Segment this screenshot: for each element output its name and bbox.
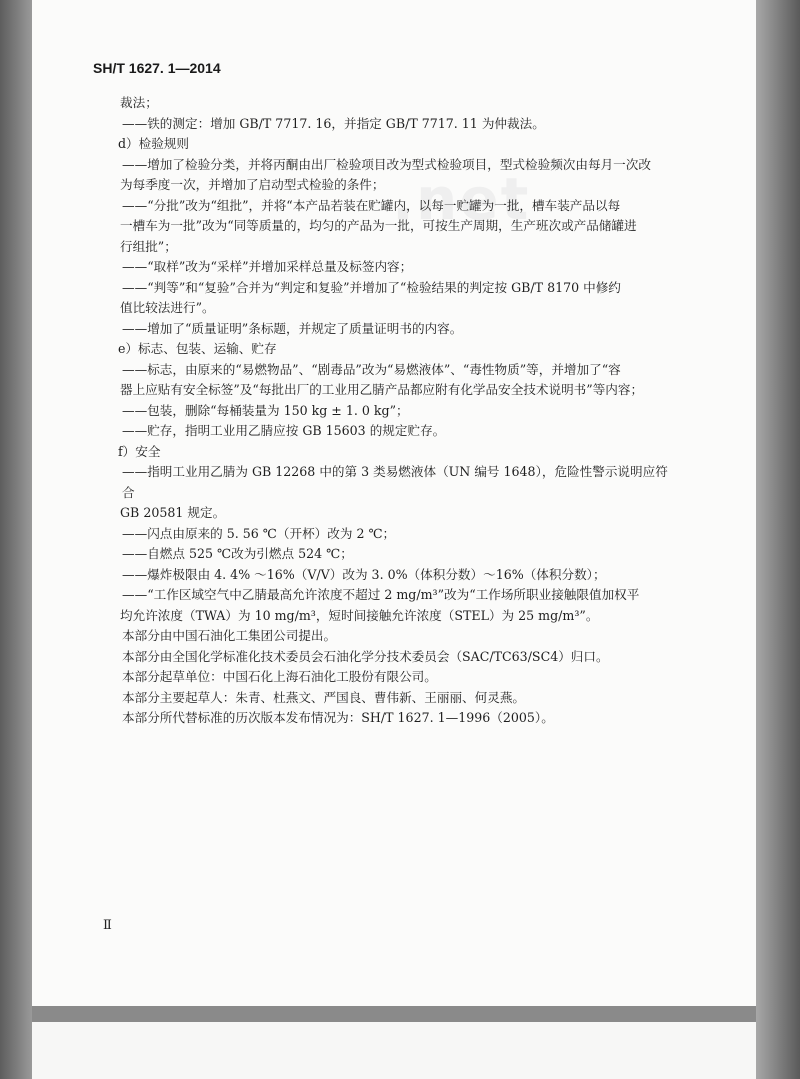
text-line: 值比较法进行”。 xyxy=(120,300,215,315)
text-line: e）标志、包装、运输、贮存 xyxy=(118,341,277,356)
text-line: ——增加了“质量证明”条标题，并规定了质量证明书的内容。 xyxy=(122,320,463,336)
text-line: 均允许浓度（TWA）为 10 mg/m³，短时间接触允许浓度（STEL）为 25 mg/m³”。 xyxy=(120,607,599,623)
text-line: 本部分由中国石油化工集团公司提出。 xyxy=(122,628,337,643)
text-line: ——标志，由原来的“易燃物品”、“剧毒品”改为“易燃液体”、“毒性物质”等，并增加了“容 xyxy=(122,361,621,377)
text-line: ——增加了检验分类，并将丙酮由出厂检验项目改为型式检验项目，型式检验频次由每月一次改 xyxy=(122,156,651,172)
text-line: ——闪点由原来的 5. 56 ℃（开杯）改为 2 ℃； xyxy=(122,525,396,541)
text-line: 本部分由全国化学标准化技术委员会石油化学分技术委员会（SAC/TC63/SC4）归口。 xyxy=(122,648,609,664)
text-line: 本部分起草单位：中国石化上海石油化工股份有限公司。 xyxy=(122,669,437,684)
scan-shadow-left xyxy=(0,0,32,1079)
text-line: ——“分批”改为“组批”，并将“本产品若装在贮罐内，以每一贮罐为一批，槽车装产品以每 xyxy=(122,197,621,213)
text-line: ——“取样”改为“采样”并增加采样总量及标签内容； xyxy=(122,259,413,274)
text-line: 器上应贴有安全标签”及“每批出厂的工业用乙腈产品都应附有化学品安全技术说明书”等内容； xyxy=(120,382,644,397)
text-line: GB 20581 规定。 xyxy=(120,505,226,520)
text-line: ——“工作区域空气中乙腈最高允许浓度不超过 2 mg/m³”改为“工作场所职业接触限值加权平 xyxy=(122,587,640,602)
text-line: d）检验规则 xyxy=(118,136,190,151)
text-line: ——贮存，指明工业用乙腈应按 GB 15603 的规定贮存。 xyxy=(122,423,446,438)
body-text xyxy=(118,93,680,729)
text-line: ——爆炸极限由 4. 4% ～16%（V/V）改为 3. 0%（体积分数）～16%（体积分数）； xyxy=(122,566,606,582)
text-line: ——自燃点 525 ℃改为引燃点 524 ℃； xyxy=(122,546,353,561)
page-number: Ⅱ xyxy=(103,918,112,933)
text-line: f）安全 xyxy=(118,443,161,459)
standard-number-header: SH/T 1627. 1—2014 xyxy=(93,60,221,76)
text-line: 一槽车为一批”改为“同等质量的，均匀的产品为一批，可按生产周期，生产班次或产品储罐进 xyxy=(120,218,637,233)
scan-shadow-right xyxy=(756,0,800,1079)
next-page-edge xyxy=(32,1022,756,1079)
watermark: .net xyxy=(392,165,531,233)
text-line: ——包装，删除“每桶装量为 150 kg ± 1. 0 kg”； xyxy=(122,402,409,418)
text-line: ——指明工业用乙腈为 GB 12268 中的第 3 类易燃液体（UN 编号 1648），危险性警示说明应符合 xyxy=(122,464,668,500)
text-line: 裁法； xyxy=(120,95,158,110)
text-line: 为每季度一次，并增加了启动型式检验的条件； xyxy=(120,177,385,192)
text-line: ——铁的测定：增加 GB/T 7717. 16，并指定 GB/T 7717. 11 为仲裁法。 xyxy=(122,115,545,131)
text-line: 行组批”； xyxy=(120,238,177,254)
text-line: ——“判等”和“复验”合并为“判定和复验”并增加了“检验结果的判定按 GB/T 8170 中修约 xyxy=(122,279,621,295)
text-line: 本部分主要起草人：朱青、杜燕文、严国良、曹伟新、王丽丽、何灵燕。 xyxy=(122,689,525,705)
text-line: 本部分所代替标准的历次版本发布情况为：SH/T 1627. 1—1996（2005）。 xyxy=(122,710,554,725)
